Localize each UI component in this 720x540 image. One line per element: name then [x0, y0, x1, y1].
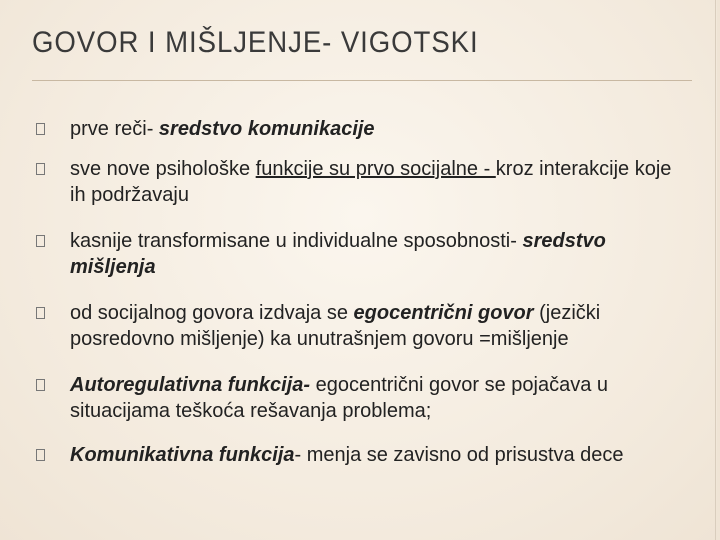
bullet-list: [34, 116, 674, 468]
list-item: [34, 300, 674, 352]
list-item: [34, 228, 674, 280]
bullet-box-icon: [36, 123, 45, 135]
bullet-box-icon: [36, 163, 45, 175]
list-item: [34, 372, 674, 424]
list-item-text: - menja se zavisno od prisustva dece: [294, 444, 624, 466]
list-item-text: sredstvo komunikacije: [158, 118, 375, 140]
list-item: [34, 156, 674, 208]
list-item-text: sve nove psihološke: [70, 158, 256, 180]
list-item-text: kasnije transformisane u individualne sposobnosti-: [70, 230, 523, 252]
list-item-text: Komunikativna funkcija: [70, 444, 295, 466]
list-item-text: funkcije su prvo socijalne -: [255, 158, 496, 180]
bullet-box-icon: [36, 235, 45, 247]
bullet-box-icon: [36, 449, 45, 461]
slide-border-line: [715, 0, 716, 540]
list-item: [34, 116, 674, 142]
bullet-box-icon: [36, 379, 45, 391]
title-divider: [32, 80, 692, 81]
list-item-text: od socijalnog govora izdvaja se: [70, 302, 354, 324]
list-item-text: prve reči-: [70, 118, 159, 140]
list-item-text: Autoregulativna funkcija-: [70, 374, 311, 396]
list-item-text: (jezički posredovno mišljenje) ka unutrašnjem govoru =mišljenje: [70, 302, 601, 350]
list-item-text: kroz interakcije koje ih podržavaju: [70, 158, 672, 206]
slide-title: GOVOR I MIŠLJENJE- VIGOTSKI: [32, 26, 479, 59]
list-item-text: egocentrični govor se pojačava u situacijama teškoća rešavanja problema;: [70, 374, 608, 422]
list-item: [34, 442, 674, 468]
list-item-text: sredstvo mišljenja: [70, 230, 606, 278]
list-item-text: egocentrični govor: [353, 302, 534, 324]
bullet-box-icon: [36, 307, 45, 319]
